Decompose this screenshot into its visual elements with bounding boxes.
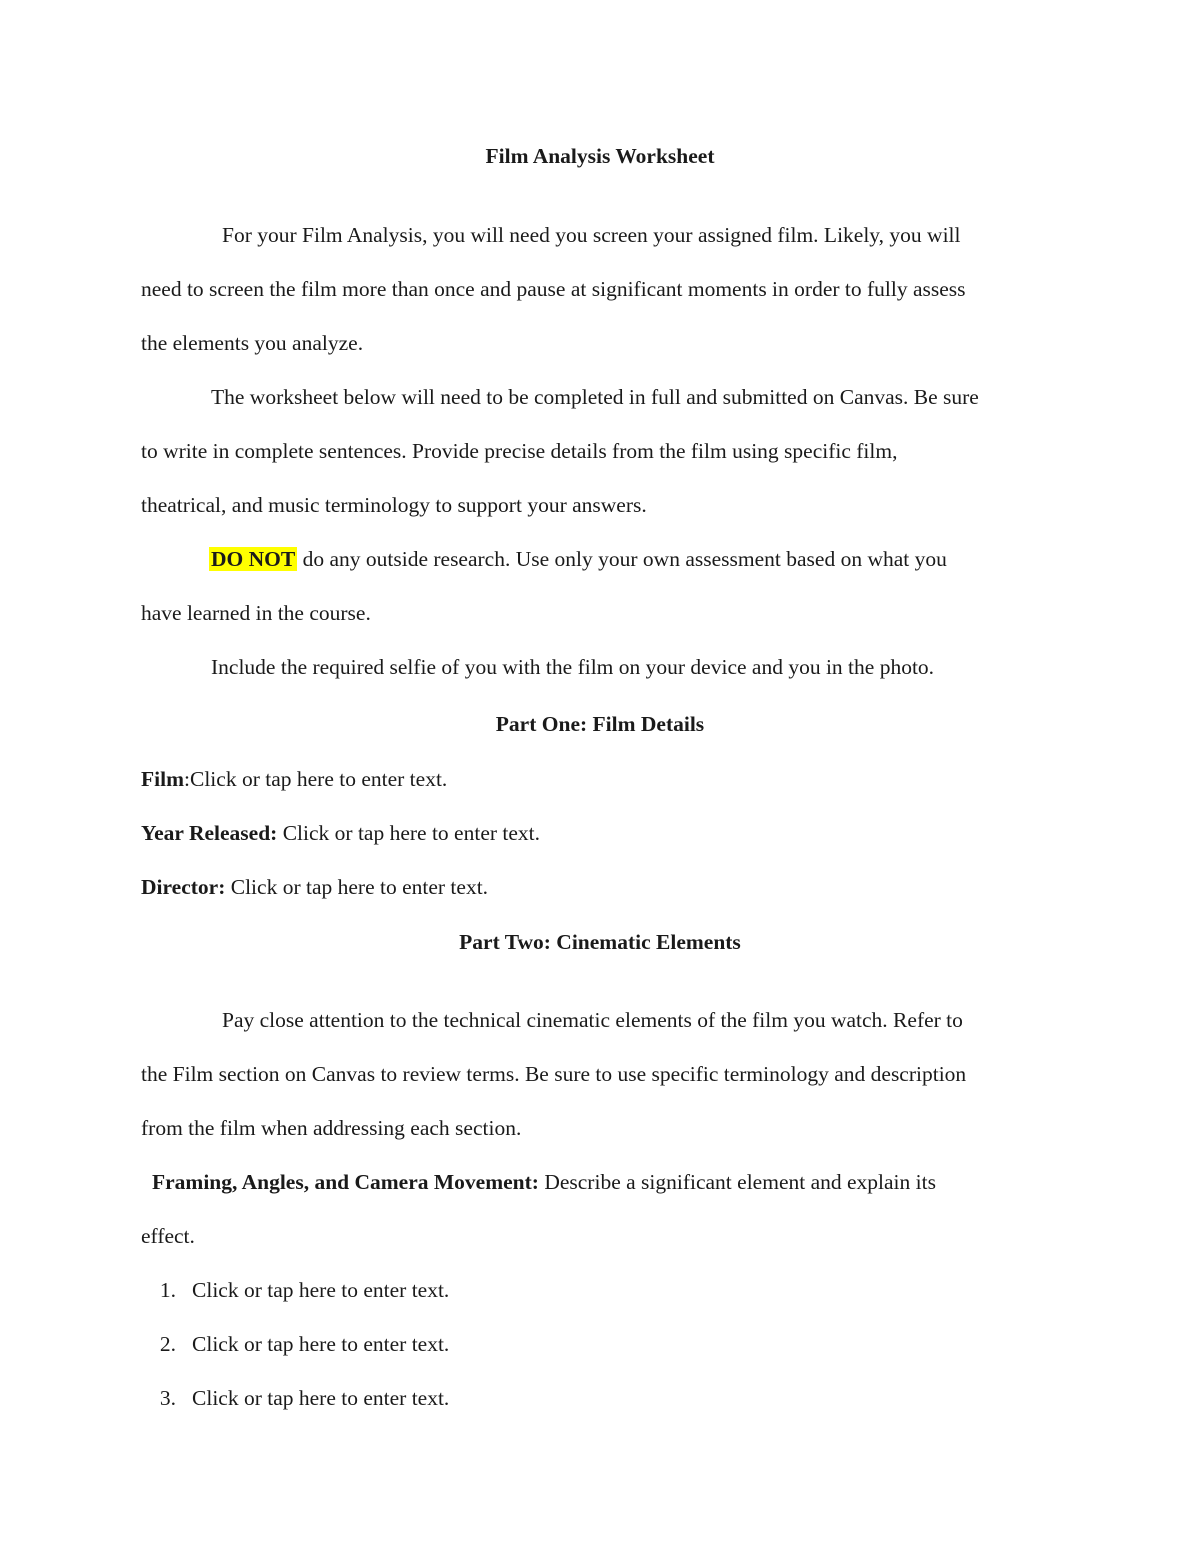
document-title: Film Analysis Worksheet <box>485 144 715 168</box>
do-not-highlight: DO NOT <box>211 547 296 571</box>
part-two-intro-line2: the Film section on Canvas to review terms. Be sure to use specific terminology and description <box>141 1062 967 1086</box>
answer-item-2 <box>140 1334 449 1356</box>
intro-p2-line1: The worksheet below will need to be completed in full and submitted on Canvas. Be sure <box>211 385 979 409</box>
answer-input-3[interactable]: Click or tap here to enter text. <box>192 1386 450 1410</box>
intro-p3-line1 <box>209 549 947 571</box>
answer-number: 2. <box>159 1332 176 1356</box>
director-field-label: Director: <box>141 875 226 899</box>
director-field-row <box>141 877 488 899</box>
film-field-label: Film <box>141 767 184 791</box>
framing-section-line1 <box>152 1172 936 1194</box>
intro-p1-line2: need to screen the film more than once and pause at significant moments in order to fully assess <box>141 277 966 301</box>
answer-number: 1. <box>159 1278 176 1302</box>
answer-input-1[interactable]: Click or tap here to enter text. <box>192 1278 450 1302</box>
part-two-heading: Part Two: Cinematic Elements <box>459 930 741 954</box>
director-field-input[interactable]: Click or tap here to enter text. <box>230 875 489 899</box>
framing-section-line2: effect. <box>141 1224 195 1248</box>
year-field-input[interactable]: Click or tap here to enter text. <box>282 821 541 845</box>
part-two-intro-line1: Pay close attention to the technical cinematic elements of the film you watch. Refer to <box>222 1008 963 1032</box>
framing-section-text: Describe a significant element and explain its <box>538 1170 936 1194</box>
year-field-label: Year Released: <box>141 821 278 845</box>
part-one-heading: Part One: Film Details <box>495 712 705 736</box>
film-field-input[interactable]: Click or tap here to enter text. <box>189 767 448 791</box>
framing-section-label: Framing, Angles, and Camera Movement: <box>152 1170 539 1194</box>
answer-input-2[interactable]: Click or tap here to enter text. <box>192 1332 450 1356</box>
answer-item-1 <box>140 1280 449 1302</box>
film-field-row <box>141 769 447 791</box>
intro-p3-line2: have learned in the course. <box>141 601 371 625</box>
intro-p4: Include the required selfie of you with the film on your device and you in the photo. <box>211 655 935 679</box>
answer-number: 3. <box>159 1386 176 1410</box>
intro-p2-line3: theatrical, and music terminology to support your answers. <box>141 493 647 517</box>
part-two-intro-line3: from the film when addressing each section. <box>141 1116 522 1140</box>
answer-item-3 <box>140 1388 449 1410</box>
intro-p2-line2: to write in complete sentences. Provide precise details from the film using specific film, <box>141 439 898 463</box>
film-field-sep: : <box>184 767 190 791</box>
intro-p3-text: do any outside research. Use only your own assessment based on what you <box>297 547 947 571</box>
intro-p1-line3: the elements you analyze. <box>141 331 364 355</box>
intro-p1-line1: For your Film Analysis, you will need you screen your assigned film. Likely, you will <box>222 223 961 247</box>
year-field-row <box>141 823 540 845</box>
